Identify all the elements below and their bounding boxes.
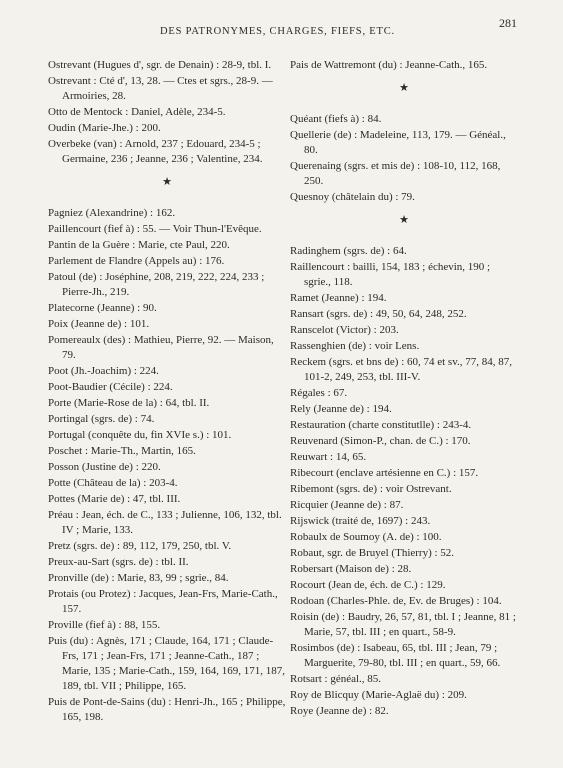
index-entry: Roy de Blicquy (Marie-Aglaë du) : 209.: [290, 689, 467, 701]
section-separator: ★: [162, 176, 172, 188]
index-entry: Reuwart : 14, 65.: [290, 451, 367, 463]
index-entry: Roye (Jeanne de) : 82.: [290, 705, 389, 717]
entry-group-r: [290, 244, 518, 719]
index-entry: Otto de Mentock : Daniel, Adèle, 234-5.: [48, 106, 226, 118]
index-entry: Proville (fief à) : 88, 155.: [48, 619, 161, 631]
index-entry: Pais de Wattremont (du) : Jeanne-Cath., 165.: [290, 59, 488, 71]
index-entry: Préau : Jean, éch. de C., 133 ; Julienne, 106, 132, tbl. IV ; Marie, 133.: [48, 509, 282, 536]
index-entry: Posson (Justine de) : 220.: [48, 461, 161, 473]
index-entry: Robaut, sgr. de Bruyel (Thierry) : 52.: [290, 547, 455, 559]
index-entry: Rassenghien (de) : voir Lens.: [290, 340, 420, 352]
index-entry: Robaulx de Soumoy (A. de) : 100.: [290, 531, 442, 543]
index-entry: Poot-Baudier (Cécile) : 224.: [48, 381, 173, 393]
index-entry: Patoul (de) : Joséphine, 208, 219, 222, 224, 233 ; Pierre-Jh., 219.: [48, 271, 265, 298]
index-entry: Ostrevant (Hugues d', sgr. de Denain) : 28-9, tbl. I.: [48, 59, 272, 71]
index-entry: Ribecourt (enclave artésienne en C.) : 157.: [290, 467, 479, 479]
index-entry: Quellerie (de) : Madeleine, 113, 179. — Généal., 80.: [290, 129, 506, 156]
index-entry: Rocourt (Jean de, éch. de C.) : 129.: [290, 579, 446, 591]
index-entry: Poschet : Marie-Th., Martin, 165.: [48, 445, 196, 457]
index-entry: Oudin (Marie-Jhe.) : 200.: [48, 122, 161, 134]
index-column-right: [290, 58, 518, 719]
index-entry: Puis (du) : Agnès, 171 ; Claude, 164, 171 ; Claude-Frs, 171 ; Jean-Frs, 171 ; Jeanne-Cath., 187 ; Marie, 135 ; Marie-Cath., 159, 164, 169, 171, 187, 189, tbl. VII ; Philippe, 165.: [48, 635, 286, 692]
index-entry: Preux-au-Sart (sgrs. de) : tbl. II.: [48, 556, 189, 568]
index-column-left: [48, 58, 286, 725]
index-entry: Rosimbos (de) : Isabeau, 65, tbl. III ; Jean, 79 ; Marguerite, 79-80, tbl. III ; en quart., 59, 66.: [290, 642, 501, 669]
index-entry: Porte (Marie-Rose de la) : 64, tbl. II.: [48, 397, 210, 409]
entry-group-p: [48, 206, 286, 725]
index-entry: Restauration (charte constitutlle) : 243-4.: [290, 419, 472, 431]
index-entry: Potte (Château de la) : 203-4.: [48, 477, 178, 489]
index-entry: Roisin (de) : Baudry, 26, 57, 81, tbl. I ; Jeanne, 81 ; Marie, 57, tbl. III ; en quart., 58-9.: [290, 611, 516, 638]
entry-group-o: [48, 58, 286, 167]
entry-group-p-continued: [290, 58, 518, 73]
index-entry: Portugal (conquête du, fin XVIe s.) : 101.: [48, 429, 232, 441]
index-entry: Poot (Jh.-Joachim) : 224.: [48, 365, 159, 377]
index-entry: Pottes (Marie de) : 47, tbl. III.: [48, 493, 181, 505]
index-entry: Reckem (sgrs. et bns de) : 60, 74 et sv., 77, 84, 87, 101-2, 249, 253, tbl. III-V.: [290, 356, 513, 383]
page-header: [0, 16, 563, 42]
index-entry: Robersart (Maison de) : 28.: [290, 563, 412, 575]
index-entry: Reuvenard (Simon-P., chan. de C.) : 170.: [290, 435, 471, 447]
index-entry: Poix (Jeanne de) : 101.: [48, 318, 150, 330]
index-entry: Overbeke (van) : Arnold, 237 ; Edouard, 234-5 ; Germaine, 236 ; Jeanne, 236 ; Valentine, 234.: [48, 138, 263, 165]
index-entry: Pantin de la Guère : Marie, cte Paul, 220.: [48, 239, 230, 251]
index-entry: Parlement de Flandre (Appels au) : 176.: [48, 255, 225, 267]
index-entry: Pagniez (Alexandrine) : 162.: [48, 207, 176, 219]
section-separator: ★: [399, 214, 409, 226]
index-entry: Paillencourt (fief à) : 55. — Voir Thun-l'Evêque.: [48, 223, 262, 235]
index-entry: Quéant (fiefs à) : 84.: [290, 113, 382, 125]
index-entry: Quesnoy (châtelain du) : 79.: [290, 191, 415, 203]
index-entry: Puis de Pont-de-Sains (du) : Henri-Jh., 165 ; Philippe, 165, 198.: [48, 696, 286, 723]
page-number: 281: [499, 16, 517, 30]
index-entry: Radinghem (sgrs. de) : 64.: [290, 245, 407, 257]
index-entry: Pomereaulx (des) : Mathieu, Pierre, 92. — Maison, 79.: [48, 334, 274, 361]
index-entry: Querenaing (sgrs. et mis de) : 108-10, 112, 168, 250.: [290, 160, 501, 187]
index-entry: Ostrevant : Cté d', 13, 28. — Ctes et sgrs., 28-9. — Armoiries, 28.: [48, 75, 273, 102]
index-entry: Rodoan (Charles-Phle. de, Ev. de Bruges) : 104.: [290, 595, 502, 607]
index-entry: Rotsart : généal., 85.: [290, 673, 382, 685]
entry-group-q: [290, 112, 518, 205]
index-entry: Ricquier (Jeanne de) : 87.: [290, 499, 404, 511]
index-entry: Ribemont (sgrs. de) : voir Ostrevant.: [290, 483, 452, 495]
index-entry: Rijswick (traité de, 1697) : 243.: [290, 515, 431, 527]
index-entry: Ranscelot (Victor) : 203.: [290, 324, 399, 336]
index-entry: Portingal (sgrs. de) : 74.: [48, 413, 155, 425]
index-entry: Pretz (sgrs. de) : 89, 112, 179, 250, tbl. V.: [48, 540, 232, 552]
index-entry: Protais (ou Protez) : Jacques, Jean-Frs, Marie-Cath., 157.: [48, 588, 278, 615]
section-separator: ★: [399, 82, 409, 94]
index-entry: Ramet (Jeanne) : 194.: [290, 292, 387, 304]
index-entry: Régales : 67.: [290, 387, 348, 399]
index-entry: Platecorne (Jeanne) : 90.: [48, 302, 157, 314]
running-title: DES PATRONYMES, CHARGES, FIEFS, ETC.: [160, 26, 395, 37]
index-entry: Raillencourt : bailli, 154, 183 ; échevin, 190 ; sgrie., 118.: [290, 261, 491, 288]
index-entry: Pronville (de) : Marie, 83, 99 ; sgrie., 84.: [48, 572, 229, 584]
index-entry: Ransart (sgrs. de) : 49, 50, 64, 248, 252.: [290, 308, 467, 320]
index-entry: Rely (Jeanne de) : 194.: [290, 403, 392, 415]
